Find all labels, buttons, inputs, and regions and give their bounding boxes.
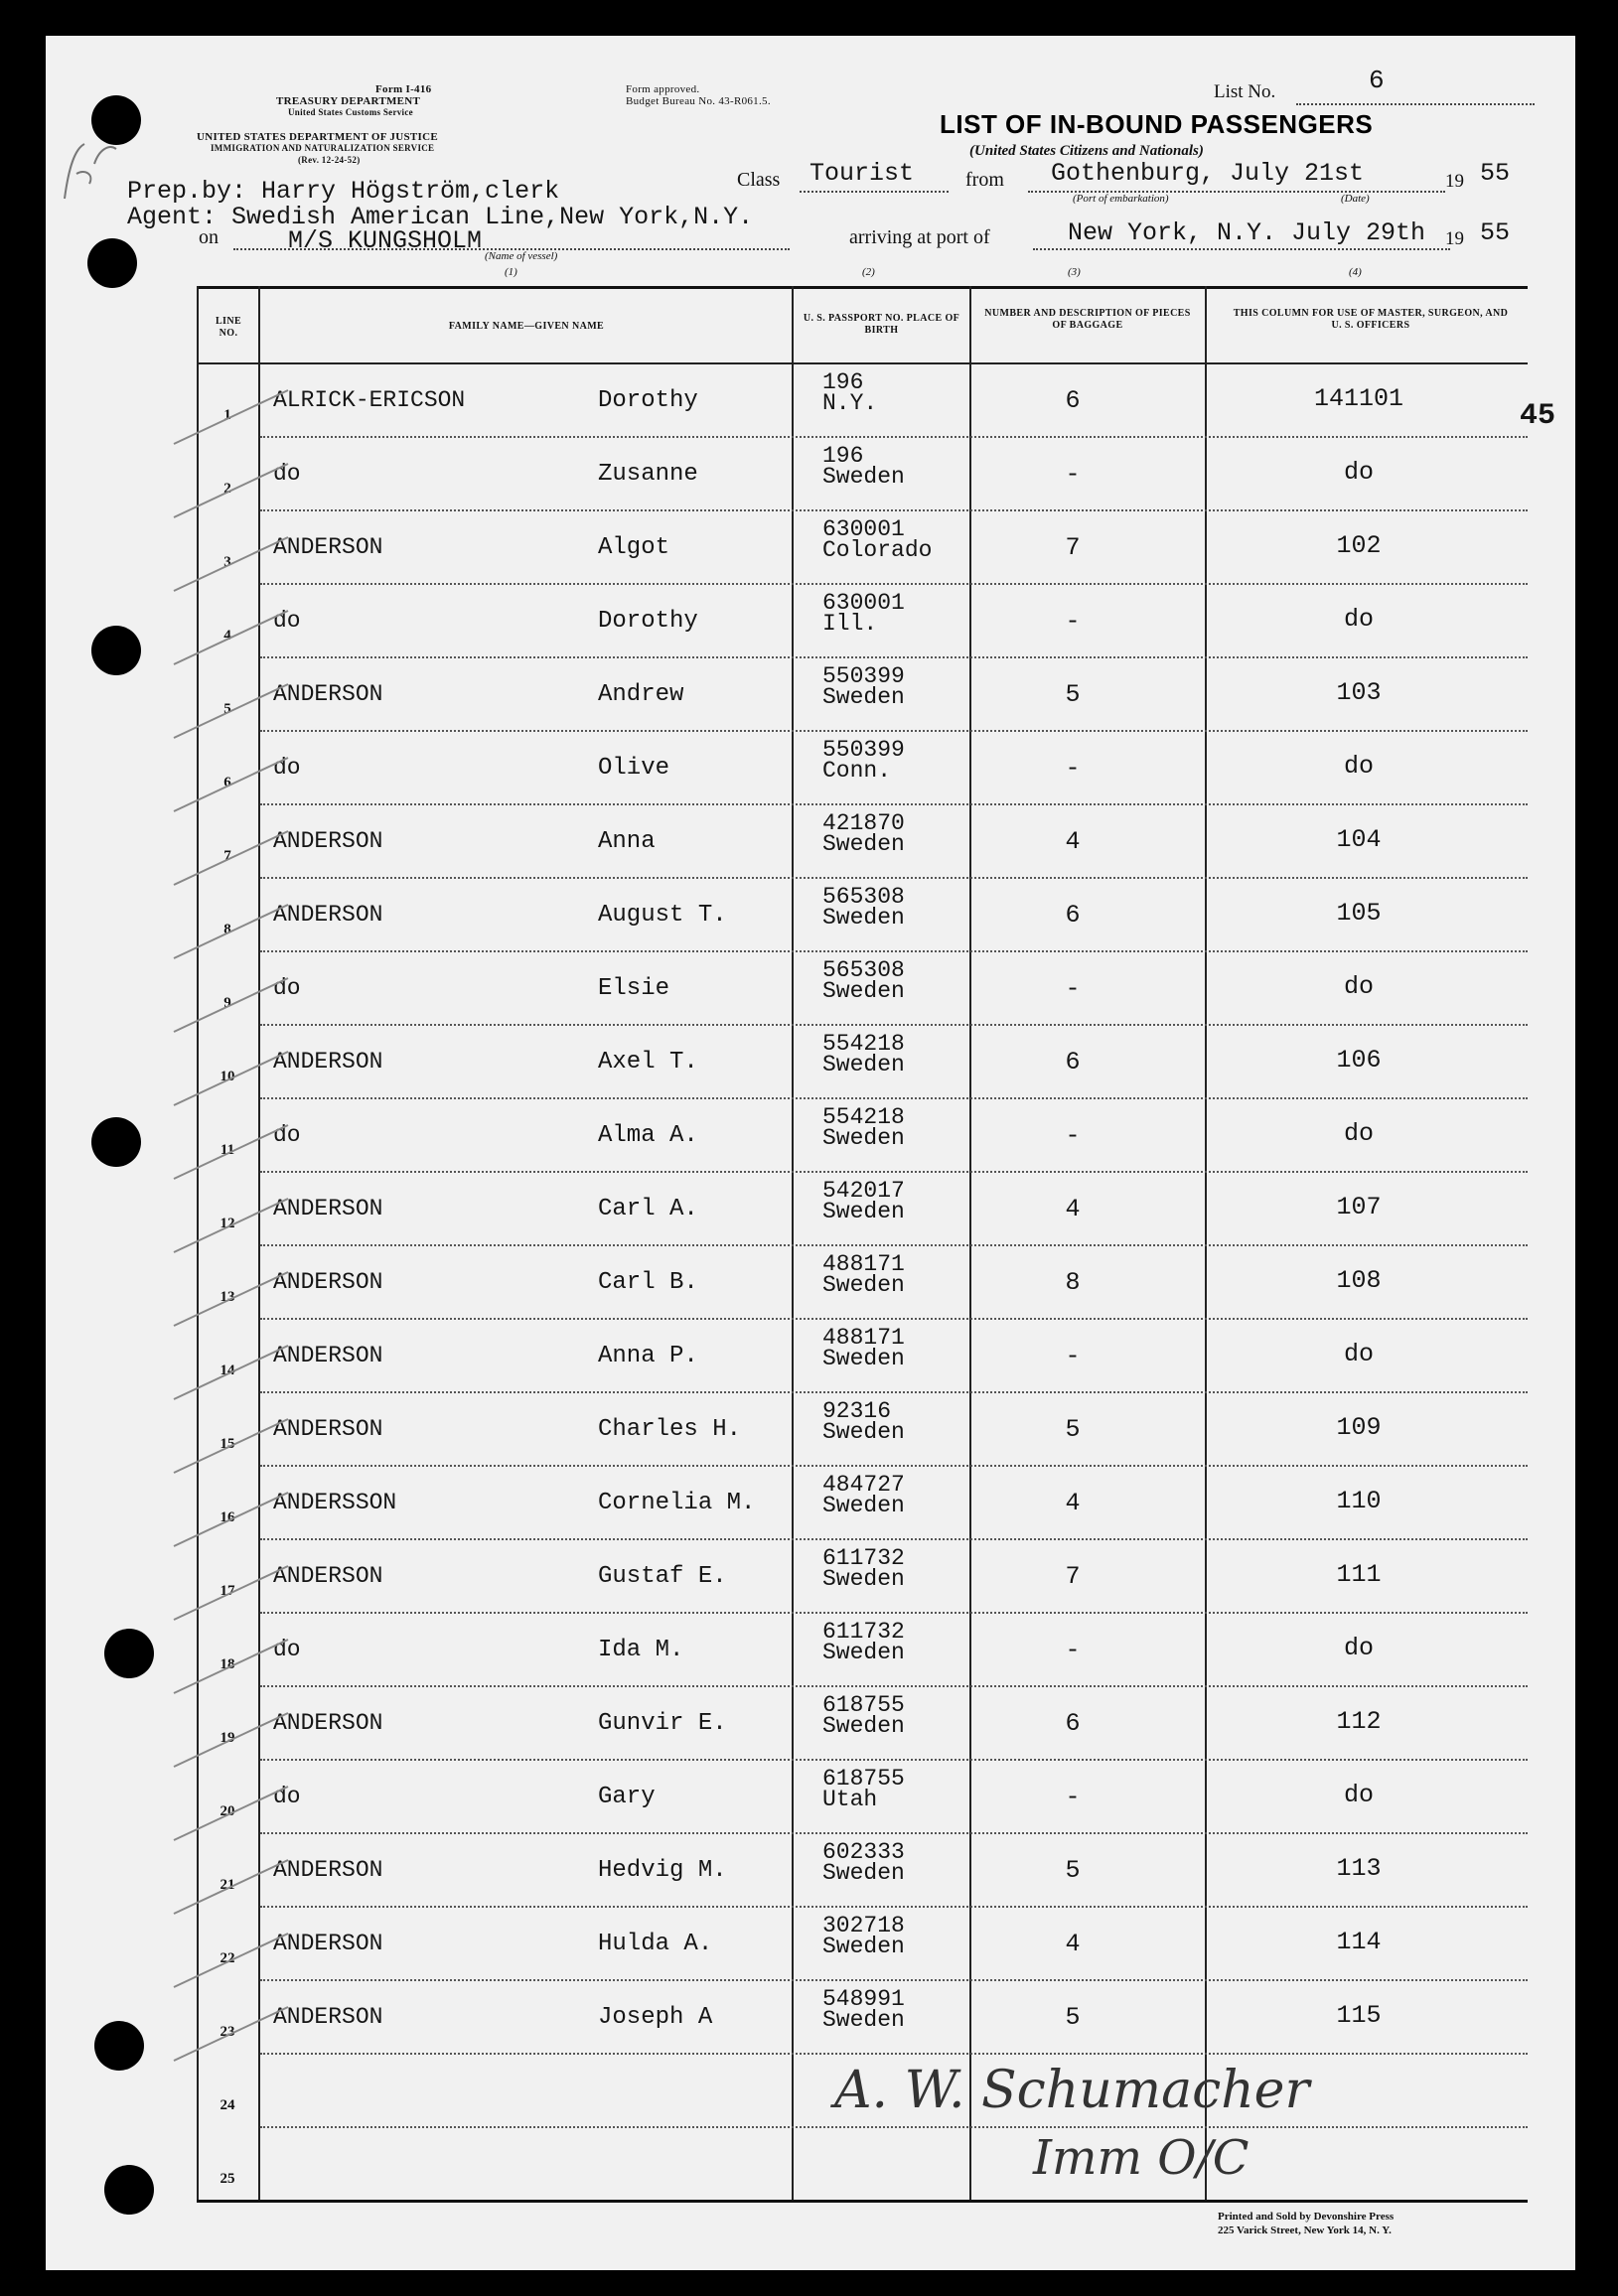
passport-number: 196 [822,443,864,469]
officer-number: 107 [1336,1193,1382,1221]
given-name: Carl B. [598,1269,698,1296]
page-subtitle: (United States Citizens and Nationals) [969,143,1204,159]
pencil-check-mark [164,382,303,452]
line-number: 15 [220,1436,235,1452]
baggage-count: 6 [1065,1048,1081,1076]
baggage-count: 6 [1065,901,1081,930]
officer-number: 111 [1336,1560,1382,1589]
surname: do [273,975,301,1001]
list-number: 6 [1369,66,1385,95]
place-of-birth: Sweden [822,1125,905,1151]
binder-hole [94,2021,144,2071]
form-number: Form I-416 [375,83,432,95]
surname: ANDERSON [273,1416,383,1442]
place-of-birth: Sweden [822,684,905,710]
line-number: 21 [220,1877,235,1893]
pencil-check-mark [164,1411,303,1481]
line-number: 1 [223,407,231,423]
baggage-count: 4 [1065,1930,1081,1958]
place-of-birth: Sweden [822,1640,905,1665]
surname: ALRICK-ERICSON [273,387,466,413]
place-of-birth: Ill. [822,611,878,637]
given-name: Anna [598,828,656,855]
passport-number: 548991 [822,1986,905,2012]
given-name: Joseph A [598,2004,713,2031]
year-prefix-1: 19 [1445,171,1464,192]
department-name: TREASURY DEPARTMENT [276,95,421,107]
officer-number: 102 [1336,531,1382,560]
pencil-note [55,129,124,209]
passport-number: 554218 [822,1031,905,1057]
line-number: 20 [220,1803,235,1819]
pencil-check-mark [164,1485,303,1554]
officer-number: do [1343,1781,1374,1809]
pencil-check-mark [164,1191,303,1260]
embarkation-value: Gothenburg, July 21st [1051,159,1365,188]
line-number: 22 [220,1950,235,1966]
baggage-count: 7 [1065,1562,1081,1591]
header-passport: U. S. PASSPORT NO. PLACE OF BIRTH [803,313,960,336]
ins-name: IMMIGRATION AND NATURALIZATION SERVICE [211,143,435,153]
baggage-count: - [1065,974,1081,1003]
surname: ANDERSON [273,1857,383,1883]
baggage-count: 6 [1065,386,1081,415]
pencil-check-mark [164,823,303,893]
arriving-label: arriving at port of [849,226,990,248]
place-of-birth: Sweden [822,1860,905,1886]
given-name: Zusanne [598,461,698,488]
revision-date: (Rev. 12-24-52) [298,155,361,165]
place-of-birth: Sweden [822,2007,905,2033]
officer-number: 108 [1336,1266,1382,1295]
header-line-no: LINE NO. [215,316,242,339]
pencil-check-mark [164,1999,303,2069]
date-caption: (Date) [1341,193,1370,205]
passport-number: 565308 [822,884,905,910]
place-of-birth: Sweden [822,1566,905,1592]
passport-number: 550399 [822,663,905,689]
pencil-check-mark [164,529,303,599]
officer-signature: A. W. Schumacher [834,2061,1310,2120]
given-name: Gunvir E. [598,1710,727,1737]
passport-number: 630001 [822,516,905,542]
pencil-check-mark [164,676,303,746]
binder-hole [87,238,137,288]
header-baggage: NUMBER AND DESCRIPTION OF PIECES OF BAGGAGE [984,308,1191,331]
column-number-1: (1) [505,266,517,278]
pencil-check-mark [164,897,303,966]
surname: ANDERSON [273,1049,383,1075]
list-no-label: List No. [1214,81,1276,102]
passport-number: 611732 [822,1619,905,1645]
surname: do [273,755,301,781]
given-name: Charles H. [598,1416,742,1443]
line-number: 5 [223,701,231,717]
baggage-count: - [1065,1121,1081,1150]
line-number: 12 [220,1216,235,1231]
surname: ANDERSON [273,1931,383,1956]
given-name: Gustaf E. [598,1563,727,1590]
given-name: Dorothy [598,608,698,635]
line-number: 14 [220,1363,235,1378]
baggage-count: 4 [1065,1489,1081,1517]
pencil-check-mark [164,1264,303,1334]
baggage-count: 4 [1065,1195,1081,1223]
passport-number: 565308 [822,957,905,983]
given-name: August T. [598,902,727,929]
column-number-2: (2) [862,266,875,278]
passport-number: 602333 [822,1839,905,1865]
officer-number: 112 [1336,1707,1382,1736]
port-caption: (Port of embarkation) [1073,193,1169,205]
given-name: Andrew [598,681,684,708]
line-number: 17 [220,1583,235,1599]
place-of-birth: Conn. [822,758,892,784]
passport-number: 302718 [822,1913,905,1938]
surname: do [273,1637,301,1662]
officer-number: do [1343,972,1374,1001]
baggage-count: - [1065,754,1081,783]
passport-number: 488171 [822,1251,905,1277]
officer-number: do [1343,1119,1374,1148]
officer-number: do [1343,1634,1374,1662]
place-of-birth: Sweden [822,905,905,931]
line-number: 11 [220,1142,235,1158]
pencil-check-mark [164,603,303,672]
place-of-birth: Sweden [822,978,905,1004]
baggage-count: 5 [1065,1856,1081,1885]
line-number: 4 [223,628,231,644]
binder-hole [104,2165,154,2215]
binder-hole [91,1117,141,1167]
column-number-4: (4) [1349,266,1362,278]
passport-number: 196 [822,369,864,395]
pencil-check-mark [164,1852,303,1922]
place-of-birth: Sweden [822,831,905,857]
line-number: 6 [223,775,231,790]
binder-hole [91,626,141,675]
passport-number: 611732 [822,1545,905,1571]
year-2: 55 [1480,218,1511,247]
baggage-count: 5 [1065,1415,1081,1444]
given-name: Olive [598,755,670,782]
baggage-count: 5 [1065,680,1081,709]
surname: ANDERSON [273,1196,383,1221]
passport-number: 421870 [822,810,905,836]
line-number: 18 [220,1656,235,1672]
surname: ANDERSON [273,902,383,928]
place-of-birth: Sweden [822,1713,905,1739]
prepared-by: Prep.by: Harry Högström,clerk [127,177,560,206]
baggage-count: 4 [1065,827,1081,856]
header-name: FAMILY NAME—GIVEN NAME [448,321,605,332]
place-of-birth: Sweden [822,1419,905,1445]
place-of-birth: Colorado [822,537,933,563]
given-name: Algot [598,534,670,561]
page-title: LIST OF IN-BOUND PASSENGERS [940,109,1374,139]
given-name: Alma A. [598,1122,698,1149]
vessel-name: M/S KUNGSHOLM [288,226,483,255]
line-number: 23 [220,2024,235,2040]
baggage-count: 6 [1065,1709,1081,1738]
place-of-birth: Sweden [822,1934,905,1959]
baggage-count: - [1065,607,1081,636]
officer-number: 115 [1336,2001,1382,2030]
year-1: 55 [1480,159,1511,188]
vessel-caption: (Name of vessel) [485,250,558,262]
surname: ANDERSON [273,1563,383,1589]
baggage-count: - [1065,1342,1081,1370]
passport-number: 618755 [822,1692,905,1718]
pencil-check-mark [164,1117,303,1187]
officer-number: 114 [1336,1928,1382,1956]
page-mark: 45 [1520,399,1556,433]
given-name: Gary [598,1784,656,1810]
passport-number: 488171 [822,1325,905,1351]
form-approved: Form approved. [626,83,700,95]
baggage-count: 5 [1065,2003,1081,2032]
service-name: United States Customs Service [288,107,413,117]
surname: ANDERSON [273,1269,383,1295]
given-name: Axel T. [598,1049,698,1076]
pencil-check-mark [164,1558,303,1628]
from-label: from [965,169,1004,191]
line-number: 24 [220,2097,235,2113]
surname: ANDERSON [273,1343,383,1368]
surname: do [273,1122,301,1148]
baggage-count: - [1065,460,1081,489]
given-name: Ida M. [598,1637,684,1663]
officer-number: 109 [1336,1413,1382,1442]
passport-number: 618755 [822,1766,905,1792]
passport-number: 484727 [822,1472,905,1498]
line-number: 7 [223,848,231,864]
line-number: 9 [223,995,231,1011]
pencil-check-mark [164,750,303,819]
officer-number: do [1343,752,1374,781]
officer-number: 105 [1336,899,1382,928]
officer-number: do [1343,458,1374,487]
class-label: Class [737,169,781,191]
line-number: 13 [220,1289,235,1305]
pencil-check-mark [164,970,303,1040]
line-number: 8 [223,922,231,937]
given-name: Elsie [598,975,670,1002]
given-name: Hulda A. [598,1931,713,1957]
officer-number: do [1343,1340,1374,1368]
surname: ANDERSON [273,828,383,854]
surname: ANDERSON [273,681,383,707]
officer-number: 141101 [1313,384,1403,413]
place-of-birth: Sweden [822,1493,905,1518]
surname: ANDERSON [273,2004,383,2030]
printer-line-1: Printed and Sold by Devonshire Press [1218,2211,1395,2223]
passport-number: 542017 [822,1178,905,1204]
baggage-count: - [1065,1636,1081,1664]
passport-number: 554218 [822,1104,905,1130]
on-label: on [199,226,219,248]
passport-number: 630001 [822,590,905,616]
surname: do [273,1784,301,1809]
place-of-birth: Utah [822,1787,878,1812]
given-name: Cornelia M. [598,1490,756,1516]
pencil-check-mark [164,1044,303,1113]
binder-hole [104,1629,154,1678]
baggage-count: 7 [1065,533,1081,562]
given-name: Hedvig M. [598,1857,727,1884]
passport-number: 550399 [822,737,905,763]
surname: ANDERSSON [273,1490,397,1515]
line-number: 10 [220,1069,235,1084]
pencil-check-mark [164,1632,303,1701]
year-prefix-2: 19 [1445,228,1464,249]
line-number: 3 [223,554,231,570]
given-name: Dorothy [598,387,698,414]
place-of-birth: N.Y. [822,390,878,416]
officer-number: 103 [1336,678,1382,707]
line-number: 25 [220,2171,235,2187]
passport-number: 92316 [822,1398,892,1424]
officer-number: 106 [1336,1046,1382,1075]
surname: ANDERSON [273,1710,383,1736]
place-of-birth: Sweden [822,464,905,490]
place-of-birth: Sweden [822,1272,905,1298]
class-value: Tourist [809,159,915,188]
budget-bureau: Budget Bureau No. 43-R061.5. [626,95,771,107]
pencil-check-mark [164,1338,303,1407]
given-name: Anna P. [598,1343,698,1369]
line-number: 19 [220,1730,235,1746]
pencil-check-mark [164,1926,303,1995]
printer-line-2: 225 Varick Street, New York 14, N. Y. [1218,2224,1392,2236]
officer-number: do [1343,605,1374,634]
column-number-3: (3) [1068,266,1081,278]
place-of-birth: Sweden [822,1199,905,1224]
header-officers: THIS COLUMN FOR USE OF MASTER, SURGEON, AND U. S. OFFICERS [1233,308,1509,331]
baggage-count: - [1065,1783,1081,1811]
line-number: 2 [223,481,231,497]
pencil-check-mark [164,456,303,525]
surname: do [273,608,301,634]
given-name: Carl A. [598,1196,698,1222]
officer-number: 110 [1336,1487,1382,1515]
line-number: 16 [220,1509,235,1525]
doj-name: UNITED STATES DEPARTMENT OF JUSTICE [197,131,438,143]
officer-number: 104 [1336,825,1382,854]
pencil-check-mark [164,1779,303,1848]
agent: Agent: Swedish American Line,New York,N.Y. [127,203,754,231]
surname: do [273,461,301,487]
officer-title: Imm O/C [1033,2130,1250,2186]
pencil-check-mark [164,1705,303,1775]
baggage-count: 8 [1065,1268,1081,1297]
officer-number: 113 [1336,1854,1382,1883]
surname: ANDERSON [273,534,383,560]
arrival-value: New York, N.Y. July 29th [1068,218,1426,247]
place-of-birth: Sweden [822,1346,905,1371]
place-of-birth: Sweden [822,1052,905,1077]
